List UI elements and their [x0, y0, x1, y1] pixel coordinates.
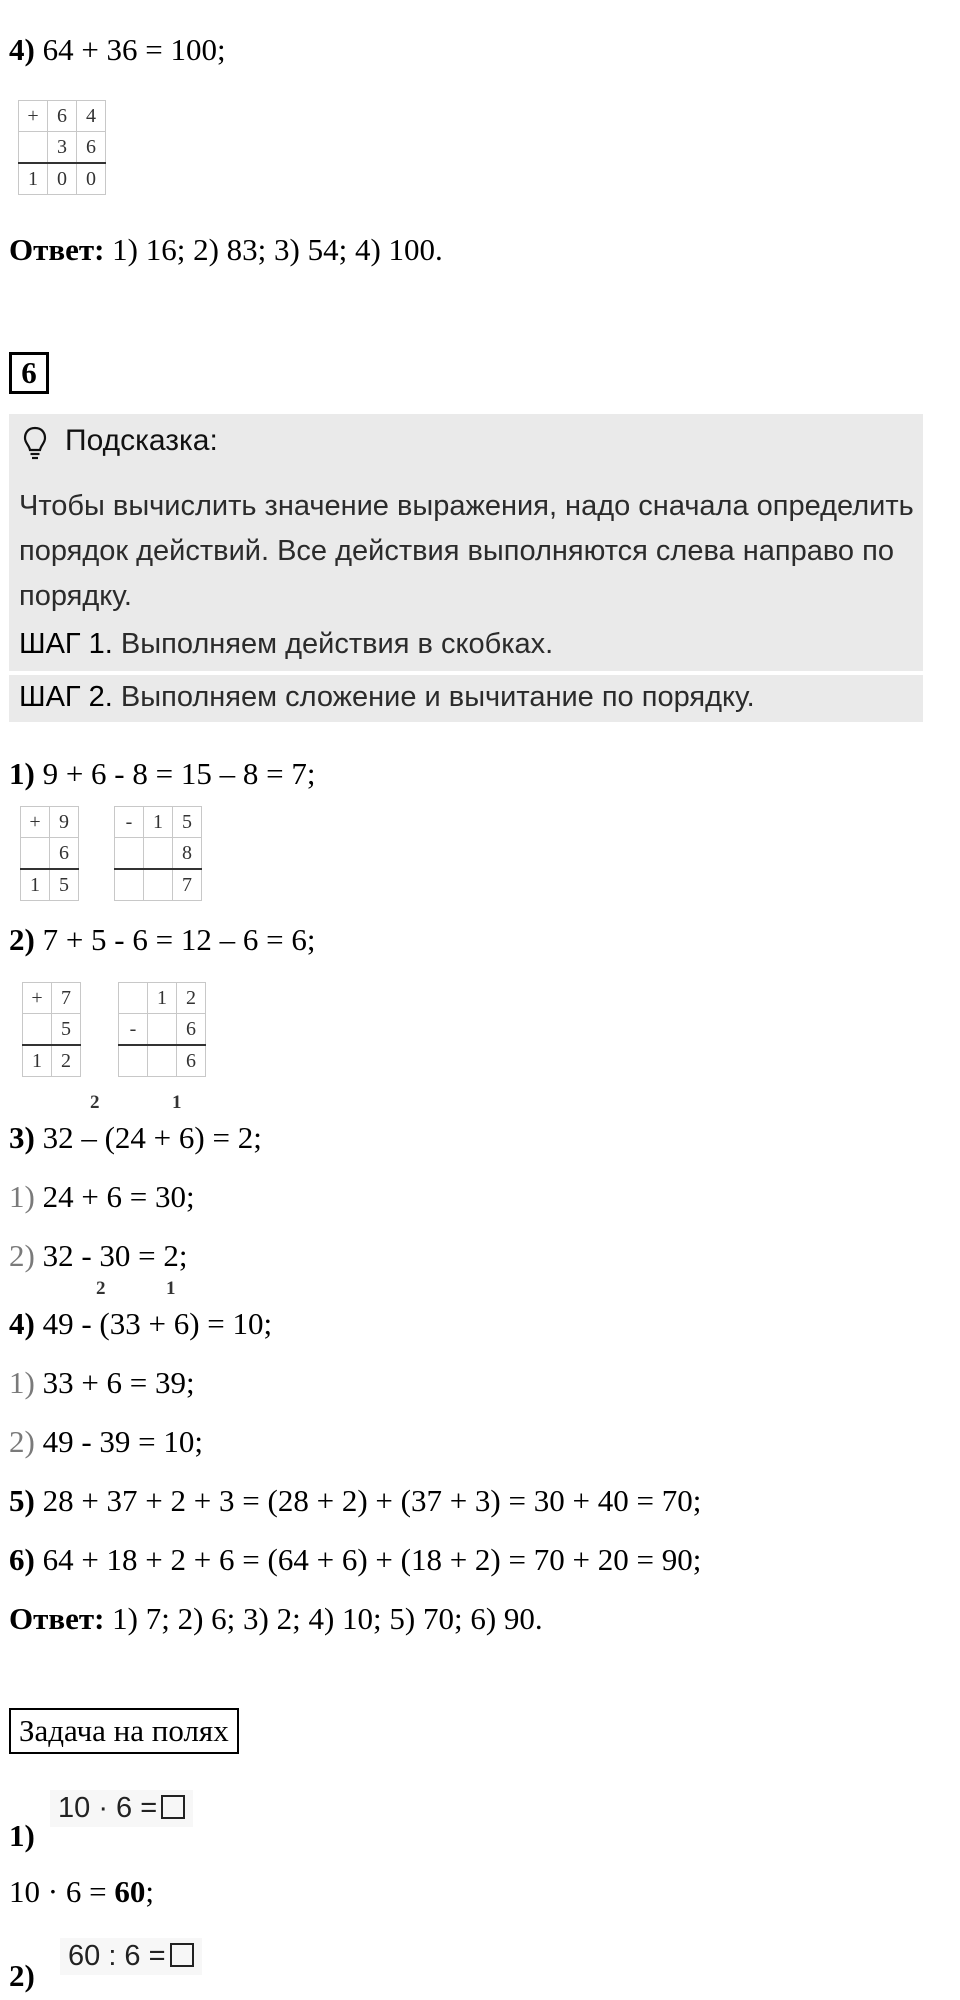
step-1-text: Выполняем действия в скобках. — [112, 628, 554, 660]
grid-cell — [19, 132, 48, 164]
grid-cell — [148, 1045, 177, 1077]
hint-step-2-panel — [9, 675, 923, 722]
grid-cell: 5 — [50, 869, 79, 901]
grid-cell — [23, 1014, 52, 1046]
expression-text: 64 + 18 + 2 + 6 = (64 + 6) + (18 + 2) = 70 + 20 = 90; — [34, 1542, 702, 1577]
column-addition-grid — [18, 100, 106, 195]
sub-step-text: 32 - 30 = 2; — [34, 1238, 188, 1273]
sub-step-number: 2) — [9, 1424, 35, 1459]
question-1-image — [50, 1790, 193, 1827]
expression-line — [9, 1481, 701, 1521]
sub-step-text: 33 + 6 = 39; — [34, 1365, 195, 1400]
step-1 — [19, 622, 553, 667]
step-2-text: Выполняем сложение и вычитание по порядку. — [112, 681, 755, 713]
grid-cell: 5 — [52, 1014, 81, 1046]
grid-cell: 1 — [148, 983, 177, 1014]
expression-line — [9, 1540, 701, 1580]
sub-step-line — [9, 1236, 188, 1276]
expression-line — [9, 1118, 262, 1158]
sub-step-line — [9, 1177, 195, 1217]
item-number: 4) — [9, 1306, 35, 1341]
expression-text: 64 + 36 = 100; — [34, 32, 226, 67]
grid-cell — [144, 838, 173, 870]
answer-expression — [9, 1872, 154, 1912]
sub-step-number: 2) — [9, 1238, 35, 1273]
grid-cell: 3 — [48, 132, 77, 164]
grid-cell — [144, 869, 173, 901]
grid-cell — [115, 869, 144, 901]
question-2-image — [60, 1938, 202, 1975]
sub-step-text: 49 - 39 = 10; — [34, 1424, 203, 1459]
step-1-label: ШАГ 1. — [19, 628, 113, 660]
grid-cell — [119, 983, 148, 1014]
grid-cell: 0 — [77, 163, 106, 195]
question-2-expression: 60 : 6 = — [68, 1940, 166, 1972]
expression-text: 32 – (24 + 6) = 2; — [34, 1120, 262, 1155]
order-mark-2: 2 — [96, 1278, 106, 1299]
grid-cell — [21, 838, 50, 870]
grid-cell: 6 — [77, 132, 106, 164]
item-number: 1) — [9, 1818, 35, 1853]
item-number: 1) — [9, 756, 35, 791]
sub-step-number: 1) — [9, 1365, 35, 1400]
grid-cell: 1 — [144, 807, 173, 838]
hint-title: Подсказка: — [65, 424, 218, 457]
item-number: 2) — [9, 1958, 35, 1993]
step-2 — [19, 675, 755, 720]
sub-step-text: 24 + 6 = 30; — [34, 1179, 195, 1214]
sub-step-number: 1) — [9, 1179, 35, 1214]
answer-label: Ответ: — [9, 232, 105, 267]
grid-cell: 4 — [77, 101, 106, 132]
grid-cell: 6 — [177, 1045, 206, 1077]
grid-cell: + — [19, 101, 48, 132]
grid-cell: 8 — [173, 838, 202, 870]
grid-cell: 1 — [23, 1045, 52, 1077]
step-2-label: ШАГ 2. — [19, 681, 113, 713]
grid-cell — [115, 838, 144, 870]
grid-cell: 9 — [50, 807, 79, 838]
question-2-line — [9, 1956, 35, 1996]
expression-line — [9, 754, 315, 794]
grid-cell: 7 — [173, 869, 202, 901]
item-number: 2) — [9, 922, 35, 957]
sub-step-line — [9, 1363, 195, 1403]
task-number: 6 — [9, 352, 49, 394]
expression-line — [9, 920, 315, 960]
expression-text: 7 + 5 - 6 = 12 – 6 = 6; — [34, 922, 316, 957]
answer-text: 1) 7; 2) 6; 3) 2; 4) 10; 5) 70; 6) 90. — [104, 1601, 543, 1636]
grid-cell: 2 — [52, 1045, 81, 1077]
grid-cell — [148, 1014, 177, 1046]
answer-text: 1) 16; 2) 83; 3) 54; 4) 100. — [104, 232, 443, 267]
empty-box-icon — [170, 1943, 194, 1967]
expression-text: 10 · 6 = — [9, 1874, 115, 1909]
lightbulb-icon — [23, 426, 47, 465]
grid-cell: 5 — [173, 807, 202, 838]
item-number: 3) — [9, 1120, 35, 1155]
grid-cell: 0 — [48, 163, 77, 195]
answer-label: Ответ: — [9, 1601, 105, 1636]
grid-cell: 1 — [21, 869, 50, 901]
grid-cell: + — [21, 807, 50, 838]
hint-panel — [9, 414, 923, 671]
item-number: 6) — [9, 1542, 35, 1577]
expression-text: 49 - (33 + 6) = 10; — [34, 1306, 273, 1341]
grid-cell: 6 — [48, 101, 77, 132]
expression-line — [9, 30, 226, 70]
grid-cell — [119, 1045, 148, 1077]
grid-cell: - — [119, 1014, 148, 1046]
column-subtraction-grid — [114, 806, 202, 901]
grid-cell: 6 — [177, 1014, 206, 1046]
item-number: 5) — [9, 1483, 35, 1518]
answer-value: 60 — [114, 1874, 146, 1909]
question-1-expression: 10 · 6 = — [58, 1792, 158, 1824]
grid-cell: 7 — [52, 983, 81, 1014]
column-addition-grid — [20, 806, 79, 901]
column-addition-grid — [22, 982, 81, 1077]
grid-cell: 2 — [177, 983, 206, 1014]
question-1-line — [9, 1816, 35, 1856]
order-mark-2: 2 — [90, 1092, 100, 1113]
grid-cell: 6 — [50, 838, 79, 870]
answer-line — [9, 230, 443, 270]
column-subtraction-grid — [118, 982, 206, 1077]
hint-body: Чтобы вычислить значение выражения, надо сначала определить порядок действий. Все действия выполняются слева направо по порядку. — [19, 490, 914, 612]
expression-text: 28 + 37 + 2 + 3 = (28 + 2) + (37 + 3) = 30 + 40 = 70; — [34, 1483, 702, 1518]
order-mark-1: 1 — [166, 1278, 176, 1299]
sub-step-line — [9, 1422, 203, 1462]
margin-task-title: Задача на полях — [9, 1708, 239, 1754]
expression-text: 9 + 6 - 8 = 15 – 8 = 7; — [34, 756, 316, 791]
order-mark-1: 1 — [172, 1092, 182, 1113]
grid-cell: 1 — [19, 163, 48, 195]
grid-cell: + — [23, 983, 52, 1014]
item-number: 4) — [9, 32, 35, 67]
empty-box-icon — [161, 1795, 185, 1819]
expression-text: ; — [145, 1874, 154, 1909]
grid-cell: - — [115, 807, 144, 838]
answer-line — [9, 1599, 543, 1639]
expression-line — [9, 1304, 272, 1344]
